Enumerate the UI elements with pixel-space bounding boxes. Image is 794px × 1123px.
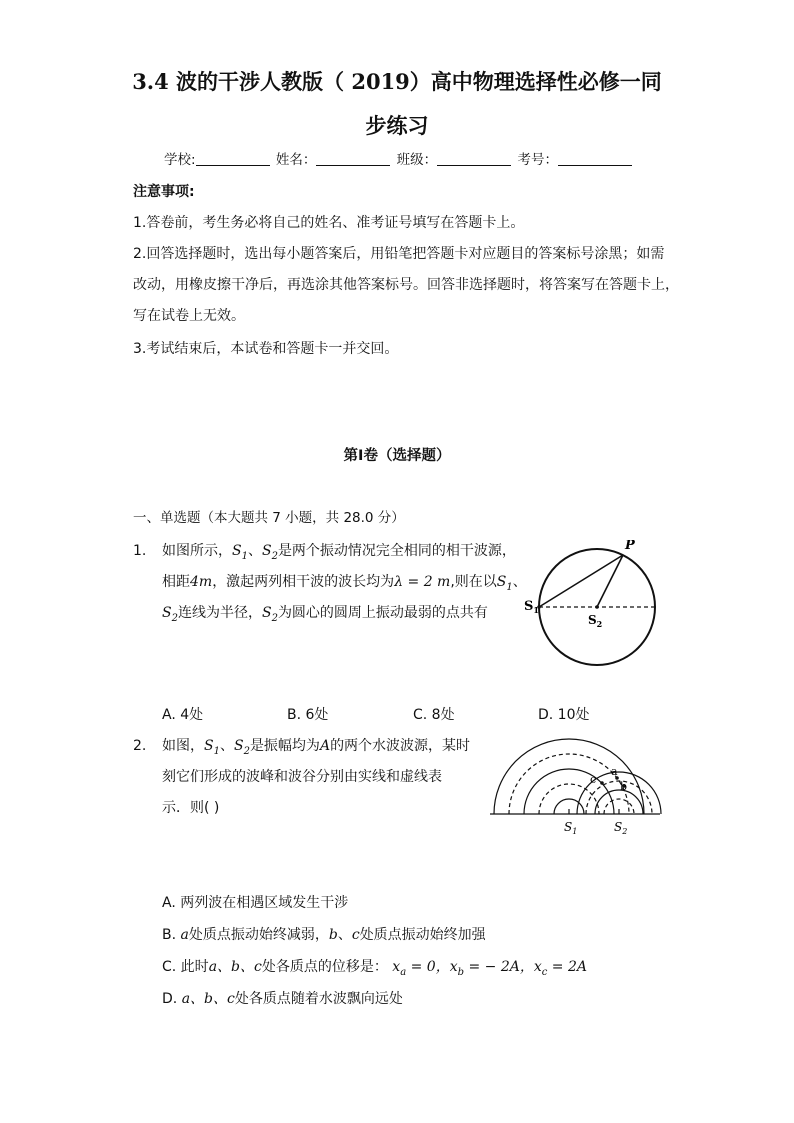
q1-label-s1: $S_1$	[524, 599, 539, 615]
q2-var-a: a	[180, 927, 189, 943]
q1-wavelength: λ = 2 m	[394, 574, 451, 590]
notice-item-1: 1.答卷前，考生务必将自己的姓名、准考证号填写在答题卡上。	[133, 215, 525, 231]
q1-label-p: P	[625, 540, 635, 553]
q2-label-s2: $S_2$	[614, 820, 628, 835]
q2-line2: 刻它们形成的波峰和波谷分别由实线和虚线表	[162, 769, 442, 785]
q2-text: 如图，	[162, 738, 204, 754]
q2-s2-var: $S_2$	[233, 738, 250, 757]
q1-text: 如图所示，	[162, 543, 232, 559]
q1-label-s2: $S_2$	[588, 613, 603, 629]
q2-label-b: b	[620, 780, 628, 793]
q2-option-a[interactable]: A. 两列波在相遇区域发生干涉	[162, 895, 349, 911]
q2-option-c[interactable]	[162, 957, 587, 983]
q1-option-a[interactable]: A. 4处	[162, 707, 204, 723]
q2-line3: 示．则( )	[162, 800, 220, 816]
q2-option-b[interactable]	[162, 925, 486, 945]
q1-number: 1.	[133, 543, 147, 559]
q1-text: 是两个振动情况完全相同的相干波源，	[277, 543, 516, 559]
section-title: 第Ⅰ卷（选择题）	[343, 448, 451, 464]
number-blank[interactable]	[558, 151, 632, 166]
q2-option-d[interactable]	[162, 989, 403, 1009]
q1-option-b[interactable]: B. 6处	[287, 707, 329, 723]
notice-item-2-line3: 写在试卷上无效。	[133, 308, 245, 324]
q1-s2-var: $S_2$	[261, 543, 278, 562]
q1-text: ，激起两列相干波的波长均为	[212, 574, 395, 590]
q2-text: 是振幅均为	[249, 738, 320, 754]
q2-label-c: c	[590, 773, 597, 786]
school-blank[interactable]	[196, 151, 270, 166]
notice-heading: 注意事项:	[133, 184, 195, 200]
q2-vars-abc: a、b、c	[181, 991, 235, 1007]
student-info-line	[164, 150, 634, 170]
q1-distance: 4m	[190, 574, 213, 590]
q2-s1-trough-outer	[509, 754, 629, 814]
q2-option-d-prefix: D.	[162, 991, 182, 1007]
q2-s1-crest-outer	[494, 739, 644, 814]
number-label: 考号：	[517, 152, 558, 168]
q1-circle-figure	[518, 540, 662, 670]
q1-text: 为圆心的圆周上振动最弱的点共有	[277, 605, 488, 621]
q2-option-c-prefix: C. 此时	[162, 959, 209, 975]
q1-text: 相距	[162, 574, 190, 590]
q1-line2: 相距4m，激起两列相干波的波长均为λ = 2 m,则在以$S_1$、	[162, 574, 527, 593]
part-heading: 一、单选题（本大题共 7 小题，共 28.0 分）	[133, 510, 405, 526]
q1-option-d[interactable]: D. 10处	[538, 707, 590, 723]
q2-vars-abc: a、b、c	[208, 959, 262, 975]
page-title-line2: 步练习	[365, 113, 429, 138]
q2-option-d-text: 处各质点随着水波飘向远处	[234, 991, 403, 1007]
q1-text: ,则在以	[450, 574, 497, 590]
q2-line1: 如图，$S_1$、$S_2$是振幅均为A的两个水波波源，某时	[162, 738, 471, 757]
name-label: 姓名：	[275, 152, 317, 168]
q1-line1: 如图所示，$S_1$、$S_2$是两个振动情况完全相同的相干波源，	[162, 543, 516, 562]
school-label: 学校:	[164, 152, 196, 168]
q2-option-b-text: 处质点振动始终加强	[359, 927, 486, 943]
class-blank[interactable]	[437, 151, 511, 166]
notice-item-2-line1: 2.回答选择题时，选出每小题答案后，用铅笔把答题卡对应题目的答案标号涂黑；如需	[133, 246, 665, 262]
class-label: 班级：	[396, 152, 438, 168]
q1-text: 连线为半径，	[177, 605, 262, 621]
q2-var-b: b	[328, 927, 338, 943]
q2-label-a: a	[611, 765, 618, 778]
q2-sep: 、	[337, 927, 352, 943]
q2-option-b-text: 处质点振动始终减弱，	[188, 927, 329, 943]
q2-s1-var: $S_1$	[204, 738, 220, 757]
q1-s2-point	[595, 605, 599, 609]
q1-option-c[interactable]: C. 8处	[413, 707, 455, 723]
page-title: 3.4 波的干涉人教版（ 2019）高中物理选择性必修一同	[132, 69, 662, 94]
q1-line3	[162, 603, 488, 629]
q2-amplitude-var: A	[319, 738, 331, 754]
q1-s2-var: $S_2$	[261, 605, 278, 624]
q2-label-s1: $S_1$	[564, 820, 578, 835]
q2-option-c-text: 处各质点的位移是：	[261, 959, 388, 975]
notice-item-3: 3.考试结束后，本试卷和答题卡一并交回。	[133, 341, 399, 357]
q2-displacement-equations: $x_a = 0$，$x_b$ = − 2A，$x_c = 2A$	[392, 959, 588, 978]
q2-number: 2.	[133, 738, 147, 754]
q1-s2-var: $S_2$	[162, 605, 178, 624]
q2-var-c: c	[351, 927, 360, 943]
q2-wave-figure	[486, 735, 662, 835]
notice-item-2-line2: 改动，用橡皮擦干净后，再选涂其他答案标号。回答非选择题时，将答案写在答题卡上，	[133, 277, 679, 293]
q1-s1-var: $S_1$	[232, 543, 248, 562]
name-blank[interactable]	[316, 151, 390, 166]
q2-point-c	[600, 781, 604, 785]
q2-text: 的两个水波波源，某时	[330, 738, 471, 754]
q1-s1-var: $S_1$	[496, 574, 513, 593]
q2-option-b-prefix: B.	[162, 927, 181, 943]
